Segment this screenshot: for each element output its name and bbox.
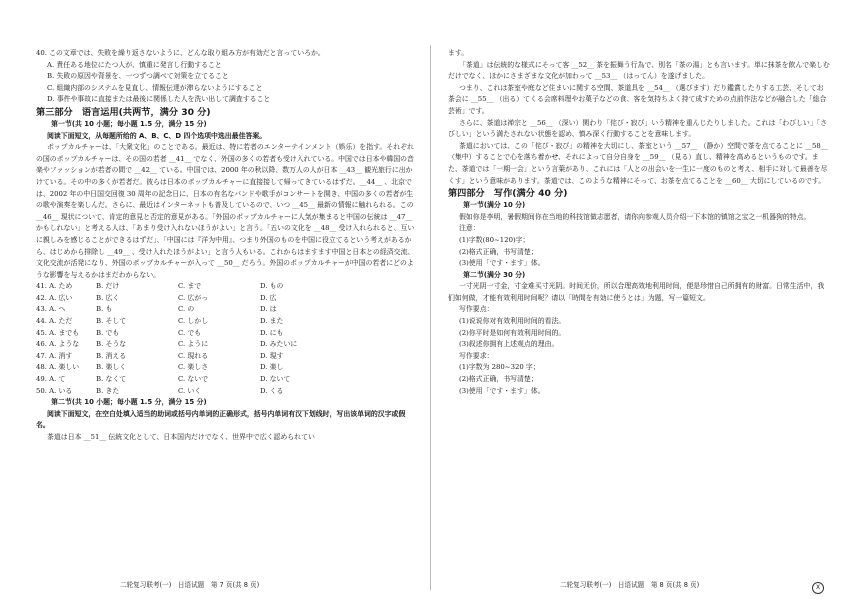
- choice: B. だけ: [96, 282, 120, 291]
- choice: C. ないで: [178, 375, 209, 384]
- choice: C. の: [178, 305, 195, 314]
- choice: D. もの: [260, 282, 284, 291]
- choice: C. いく: [178, 386, 202, 395]
- choice: 48. A. 楽しい: [36, 363, 80, 372]
- q40-option-c: C. 組織内部のシステムを見直し、情報伝達が滞らないようにすること: [47, 83, 263, 92]
- writing1-note-item: (2)格式正确，书写清楚；: [459, 247, 538, 256]
- passage-continued: ます。: [448, 49, 469, 57]
- section2-instruction: 阅读下面短文，在空白处填入适当的助词或括号内单词的正确形式，括号内单词有汉下划线时，写出该单词的汉字或假名。: [36, 409, 406, 430]
- choice-row-41: [36, 281, 416, 293]
- choice: 44. A. ただ: [36, 317, 73, 326]
- writing1-note-item: (1)字数(80~120)字；: [459, 235, 530, 244]
- choice: D. 現す: [260, 351, 284, 360]
- choice-list: [36, 281, 416, 397]
- choice-row-46: [36, 339, 416, 351]
- choice: B. そして: [96, 317, 127, 326]
- q40-stem: 40. この文章では、失敗を繰り返さないように、どんな取り組み方が有効だと言っていろか。: [36, 49, 325, 57]
- writing2-point: (2)你平时是如何有效利用时间的。: [459, 328, 566, 337]
- choice: D. は: [260, 305, 277, 314]
- section1-title: 第一节(共 10 小题；每小题 1.5 分，满分 15 分): [51, 119, 207, 128]
- choice: D. 楽し: [260, 363, 284, 372]
- choice: 47. A. 消す: [36, 351, 73, 360]
- writing2-requirement: (3)使用「です・ます」体。: [459, 386, 545, 395]
- writing2-points-label: 写作要点：: [459, 305, 494, 314]
- choice: D. みたいに: [260, 340, 298, 349]
- choice-row-48: [36, 362, 416, 374]
- tea-paragraph-4: 茶道においては、この「侘び・寂び」の精神を大切にし、茶室という __57__ （静か）空間で茶を点てることに __58__ （集中）することで心を落ち着かせ、それによって自分自身を __59__ （見る）直し、精神を高めるというものです。また、茶道では「一期一会」という言葉があり、これには「人との出会いを一生に一度のものと考え、相手に対して最善を尽くす」という意味があります。茶道では、このような精神にそって、お茶を点てることを __60__ 大切にしているのです。: [448, 141, 828, 185]
- choice: B. 広く: [96, 293, 120, 302]
- writing1-title: 第一节(满分 10 分): [463, 201, 526, 210]
- choice: B. 消える: [96, 351, 127, 360]
- section1-instruction: 阅读下面短文，从每题所给的 A、B、C、D 四个选项中选出最佳答案。: [47, 131, 267, 140]
- tea-paragraph-1: 「茶道」は伝統的な様式にそって客 __52__ 茶を振舞う行為で、別名「茶の湯」とも言います。単に抹茶を飲んで楽しむだけでなく、ほかにさまざまな文化が加わって __53__ （はってん）を遂げました。: [448, 60, 830, 81]
- choice: 42. A. 広い: [36, 293, 73, 302]
- choice: 43. A. へ: [36, 305, 66, 314]
- writing1-prompt: 假如你是李明，暑假期间你在当地的科技馆做志愿者，请你向参观人员介绍一下本馆的镇馆之宝之一机器狗的特点。: [459, 212, 811, 221]
- choice: B. きた: [96, 386, 120, 395]
- writing2-requirement: (2)格式正确，书写清楚；: [459, 375, 538, 384]
- choice: B. 楽しく: [96, 363, 127, 372]
- q40-option-a: A. 責任ある地位にたつ人が、慎重に発言し行動すること: [47, 60, 222, 69]
- writing1-note-label: 注意：: [459, 224, 480, 233]
- writing2-point: (3)叙述你拥有上述观点的理由。: [459, 340, 559, 349]
- choice-row-45: [36, 328, 416, 340]
- choice-row-50: [36, 386, 416, 398]
- choice: B. なくて: [96, 375, 127, 384]
- choice: C. 現れる: [178, 351, 209, 360]
- part3-title: 第三部分 语言运用(共两节，满分 30 分): [36, 106, 211, 118]
- tea-paragraph-3: さらに、茶道は禅宗と __56__ （深い）関わり「侘び・寂び」いう精神を重んじたりしました。これは「わびしい」「さびしい」という満たされない状態を認め、慎み深く行動することを意味します。: [448, 118, 828, 139]
- choice: 46. A. ような: [36, 340, 80, 349]
- section2-title: 第二节(共 10 小题；每小题 1.5 分，满分 15 分): [51, 398, 207, 407]
- choice: D. ないて: [260, 375, 291, 384]
- choice: B. でも: [96, 328, 120, 337]
- choice: C. 広がっ: [178, 293, 209, 302]
- choice: D. くる: [260, 386, 284, 395]
- page-right: [430, 0, 860, 609]
- choice: 41. A. ため: [36, 282, 73, 291]
- page-footer-left: 二轮复习联考(一) 日语试题 第 7 页(共 8 页): [120, 581, 260, 589]
- writing2-requirement: (1)字数为 280~320 字；: [459, 363, 540, 372]
- choice-row-49: [36, 374, 416, 386]
- q40-option-d: D. 事件や事故に直接または最後に関係した人を洗い出して調査すること: [47, 95, 271, 104]
- page-footer-right: 二轮复习联考(一) 日语试题 第 8 页(共 8 页): [560, 581, 700, 589]
- choice: C. まで: [178, 282, 202, 291]
- choice-row-43: [36, 304, 416, 316]
- page-mark-icon: X: [812, 582, 824, 594]
- choice: C. 楽しさ: [178, 363, 209, 372]
- part4-title: 第四部分 写作(满分 40 分): [448, 188, 568, 200]
- choice-row-42: [36, 293, 416, 305]
- writing2-title: 第二节(满分 30 分): [463, 270, 526, 279]
- choice: D. また: [260, 317, 284, 326]
- q40-option-b: B. 失敗の原因や背景を、一つずつ調べて対策を立てること: [47, 72, 229, 81]
- choice-row-47: [36, 351, 416, 363]
- choice: 49. A. て: [36, 375, 66, 384]
- writing1-note-item: (3)使用「です・ます」体。: [459, 259, 545, 268]
- reading-passage: ポップカルチャーは、「大衆文化」のことである。最近は、特に若者のエンターテインメント（娯乐）を指す。それぞれの国のポップカルチャーは、その国の若者 __41__ でなく、外国の多くの若者も受け入れている。中国では日本や韓国の音楽やファッションが若者の間で __42__ ている。中国では、2000 年の秋以降、数万人の人が日本 __43__ 観光旅行に出かけている。その中の多くが若者だ。彼らは日本のポップカルチャーに直接接して帰ってきているはずだ。__44__ 、北京では、2002 年の中日国交回復 30 周年の記念日に、日本の有名なバンドや歌手がコンサートを開き、中国の多くの若者が生の歌や演奏を楽しんだ。さらに、最近はインターネットも普及しているので、いつ __45__ 最新の情報に触れられる。この __46__ 現状について、肯定的意見と否定的意見がある。「外国のポップカルチャーに人気が集まると中国の伝統は __47__ かもしれない」と考える人は、「あまり受け入れないほうがよい」と言う。「五いの文化を __48__ 受け入れられると、互いに親しみを感じることができるはずだ」、「中国には『洋为中用』、つまり外国のものを中国に役立てるという考えがあるから、はじめから排除し __49__ 、受け入れたほうがよい」と言う人もいる。これからはますます中国と日本との経済交流、文化交流が活発になり、外国のポップカルチャーが入って __50__ だろう。外国のポップカルチャーが中国の若者にどのような影響を与えるかはまだわからない。: [36, 143, 415, 279]
- choice: C. ように: [178, 340, 209, 349]
- choice: D. にも: [260, 328, 284, 337]
- section2-first-line: 茶道は日本 __51__ 伝統文化として、日本国内だけでなく、世界中で広く認められてい: [47, 433, 315, 441]
- writing2-prompt: 一寸光阴一寸金，寸金难买寸光阴。时间无价，所以合理高效地利用时间，便是珍惜自己所拥有的财富。日常生活中，我们如何做，才能有效利用时间呢？请以「時間を有効に使うとは」为题，写一篇短文。: [448, 282, 825, 302]
- choice: C. でも: [178, 328, 202, 337]
- choice: D. 広: [260, 293, 277, 302]
- choice: B. そうな: [96, 340, 127, 349]
- writing2-point: (1)说说你对有效利用时间的看法。: [459, 317, 566, 326]
- choice: B. も: [96, 305, 113, 314]
- choice-row-44: [36, 316, 416, 328]
- writing2-requirements-label: 写作要求：: [459, 351, 494, 360]
- choice: 50. A. いる: [36, 386, 73, 395]
- choice: C. しかし: [178, 317, 209, 326]
- choice: 45. A. までも: [36, 328, 80, 337]
- tea-paragraph-2: つまり、これは茶室や庭など住まいに関する空間、茶道具を __54__ （選びます）だり鑑賞したりする工芸、そしてお茶会に __55__ （出る）てくる会席料理やお菓子などの食、客を気持ちよく持て成すための点前作法などが融合した「総合芸術」です。: [448, 83, 827, 115]
